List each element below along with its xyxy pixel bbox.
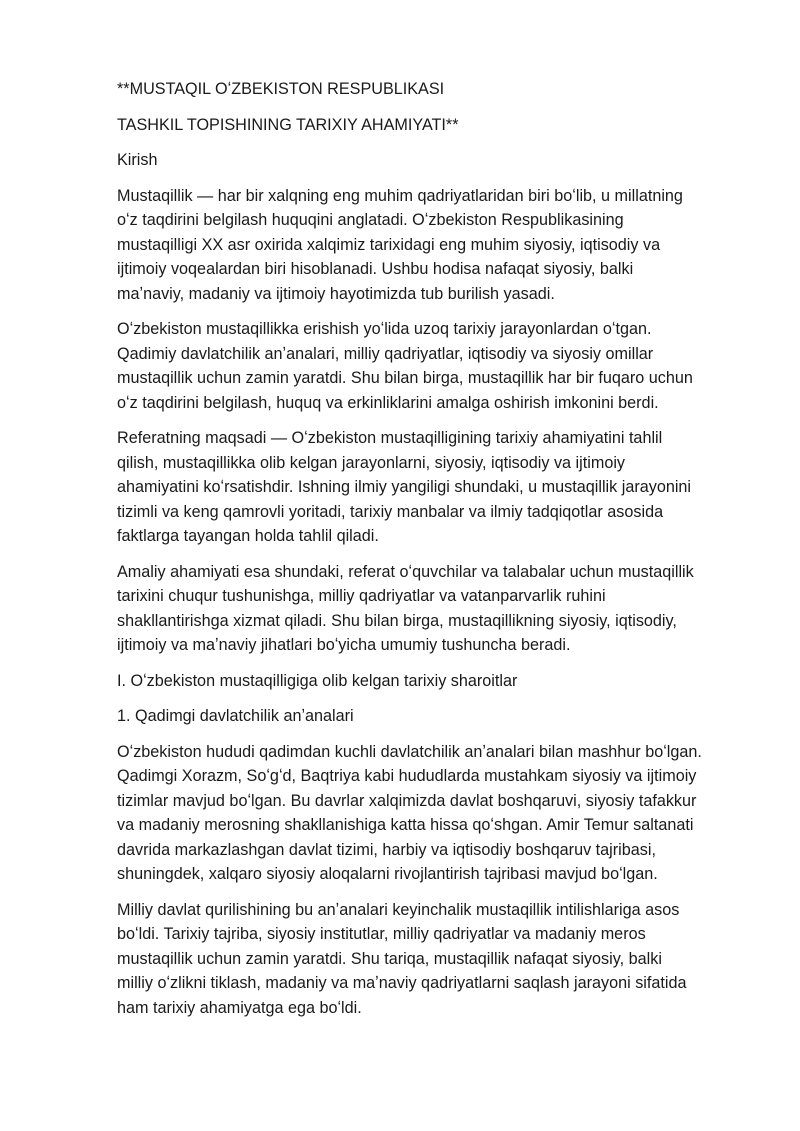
text-line: tizimlar mavjud boʻlgan. Bu davrlar xalqimizda davlat boshqaruvi, siyosiy tafakkur xyxy=(117,791,697,810)
text-line: shakllantirishga xizmat qiladi. Shu bilan birga, mustaqillikning siyosiy, iqtisodiy, xyxy=(117,611,677,630)
document-title-continued xyxy=(117,113,763,138)
text-line: Amaliy ahamiyati esa shundaki, referat oʻquvchilar va talabalar uchun mustaqillik xyxy=(117,562,694,581)
heading-text: Kirish xyxy=(117,151,158,169)
intro-heading xyxy=(117,148,763,173)
text-line: oʻz taqdirini belgilash, huquq va erkinliklarini amalga oshirish imkonini berdi. xyxy=(117,393,659,412)
text-line: Oʻzbekiston hududi qadimdan kuchli davlatchilik anʼanalari bilan mashhur boʻlgan. xyxy=(117,742,702,761)
text-line: mustaqilligi XX asr oxirida xalqimiz tarixidagi eng muhim siyosiy, iqtisodiy va xyxy=(117,235,661,254)
section-paragraph-2 xyxy=(117,898,763,1021)
section-paragraph-1 xyxy=(117,740,763,887)
text-line: ijtimoiy va maʼnaviy jihatlari boʻyicha umumiy tushuncha beradi. xyxy=(117,636,571,654)
heading-text: 1. Qadimgi davlatchilik anʼanalari xyxy=(117,707,354,725)
title-line: **MUSTAQIL OʻZBEKISTON RESPUBLIKASI xyxy=(117,80,445,98)
text-line: Oʻzbekiston mustaqillikka erishish yoʻlida uzoq tarixiy jarayonlardan oʻtgan. xyxy=(117,320,652,338)
text-line: ham tarixiy ahamiyatga ega boʻldi. xyxy=(117,998,362,1017)
text-line: milliy oʻzlikni tiklash, madaniy va maʼnaviy qadriyatlarni saqlash jarayoni sifatida xyxy=(117,974,687,992)
text-line: oʻz taqdirini belgilash huquqini anglatadi. Oʻzbekiston Respublikasining xyxy=(117,211,624,229)
title-line: TASHKIL TOPISHINING TARIXIY AHAMIYATI** xyxy=(117,115,459,134)
text-line: faktlarga tayangan holda tahlil qiladi. xyxy=(117,527,379,545)
text-line: tizimli va keng qamrovli yoritadi, tarixiy manbalar va ilmiy tadqiqotlar asosida xyxy=(117,502,664,521)
document-body xyxy=(117,77,763,1031)
text-line: Qadimiy davlatchilik anʼanalari, milliy qadriyatlar, iqtisodiy va siyosiy omillar xyxy=(117,344,654,363)
text-line: ahamiyatini koʻrsatishdir. Ishning ilmiy yangiligi shundaki, u mustaqillik jarayonini xyxy=(117,478,692,496)
text-line: mustaqillik uchun zamin yaratdi. Shu bilan birga, mustaqillik har bir fuqaro uchun xyxy=(117,369,693,387)
text-line: qilish, mustaqillikka olib kelgan jarayonlarni, siyosiy, iqtisodiy va ijtimoiy xyxy=(117,453,626,472)
document-title xyxy=(117,77,763,102)
text-line: ijtimoiy voqealardan biri hisoblanadi. Ushbu hodisa nafaqat siyosiy, balki xyxy=(117,260,634,278)
text-line: davrida markazlashgan davlat tizimi, harbiy va iqtisodiy boshqaruv tajribasi, xyxy=(117,840,656,859)
text-line: va madaniy merosning shakllanishiga katta hissa qoʻshgan. Amir Temur saltanati xyxy=(117,816,694,834)
text-line: shuningdek, xalqaro siyosiy aloqalarni rivojlantirish tajribasi mavjud boʻlgan. xyxy=(117,865,658,883)
text-line: Milliy davlat qurilishining bu anʼanalari keyinchalik mustaqillik intilishlariga asos xyxy=(117,900,680,919)
text-line: boʻldi. Tarixiy tajriba, siyosiy institutlar, milliy qadriyatlar va madaniy meros xyxy=(117,925,646,943)
text-line: tarixini chuqur tushunishga, milliy qadriyatlar va vatanparvarlik ruhini xyxy=(117,587,606,605)
intro-paragraph-4 xyxy=(117,560,763,658)
subsection-heading xyxy=(117,704,763,729)
text-line: maʼnaviy, madaniy va ijtimoiy hayotimizda tub burilish yasadi. xyxy=(117,284,555,303)
text-line: Referatning maqsadi — Oʻzbekiston mustaqilligining tarixiy ahamiyatini tahlil xyxy=(117,429,663,447)
section-heading xyxy=(117,669,763,694)
heading-text: I. Oʻzbekiston mustaqilligiga olib kelgan tarixiy sharoitlar xyxy=(117,671,518,690)
text-line: Mustaqillik — har bir xalqning eng muhim qadriyatlaridan biri boʻlib, u millatning xyxy=(117,186,683,205)
intro-paragraph-1 xyxy=(117,184,763,307)
intro-paragraph-3 xyxy=(117,426,763,549)
intro-paragraph-2 xyxy=(117,317,763,415)
text-line: Qadimgi Xorazm, Soʻgʻd, Baqtriya kabi hududlarda mustahkam siyosiy va ijtimoiy xyxy=(117,767,697,785)
text-line: mustaqillik uchun zamin yaratdi. Shu tariqa, mustaqillik nafaqat siyosiy, balki xyxy=(117,949,662,968)
